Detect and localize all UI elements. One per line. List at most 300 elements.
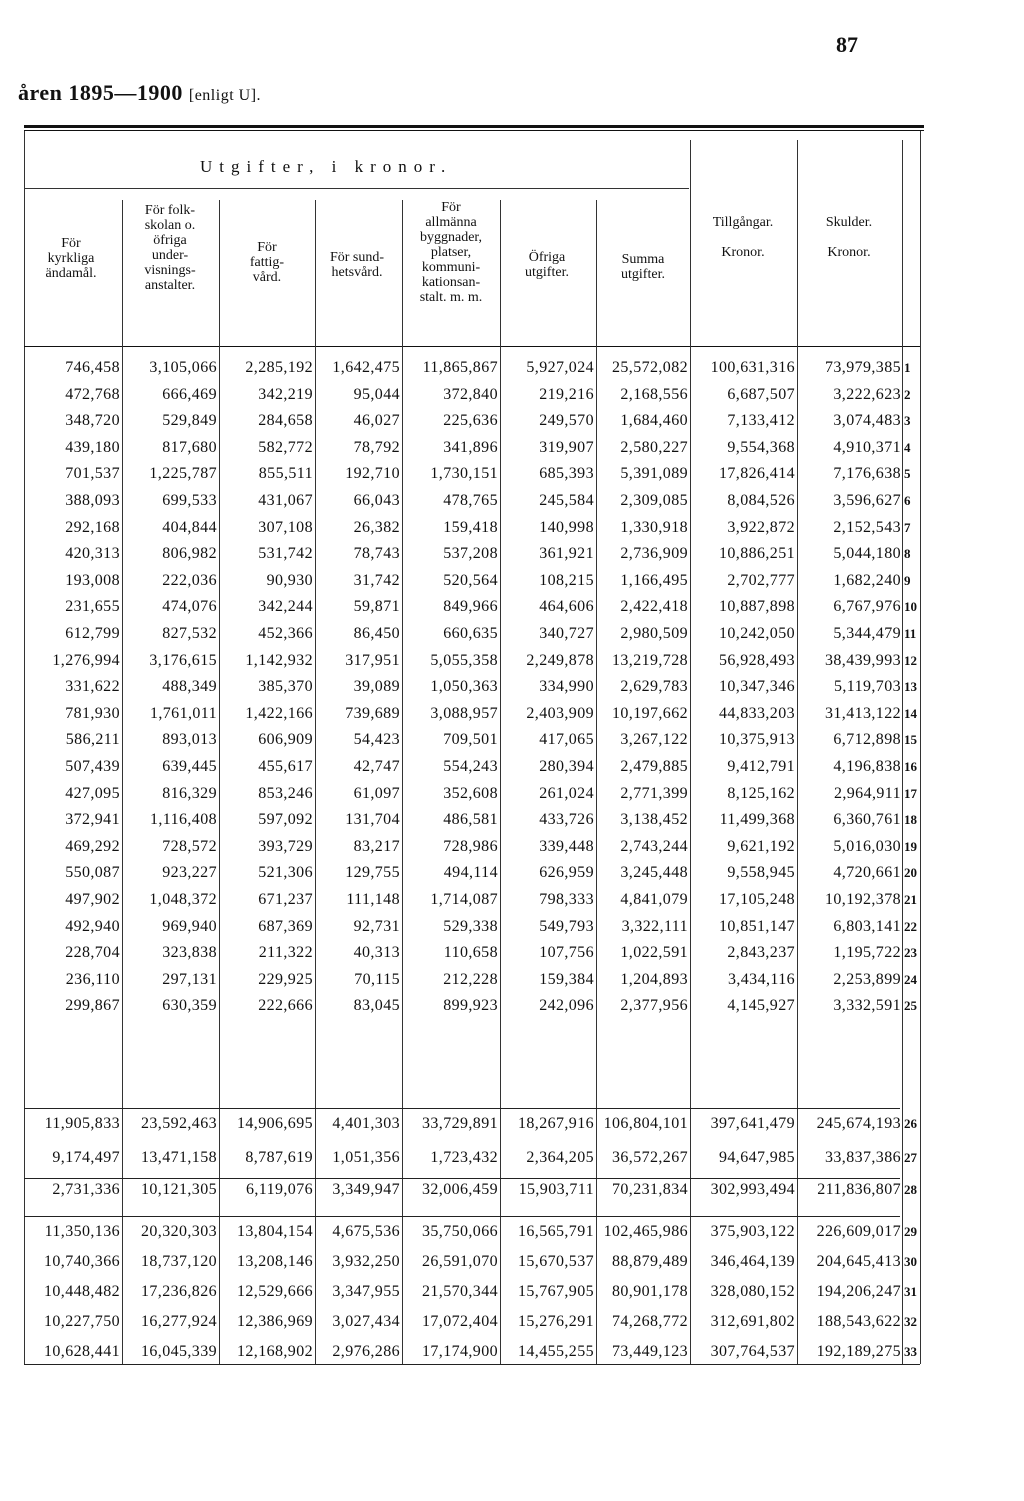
table-row xyxy=(24,435,934,461)
cell-kyrkliga: 472,768 xyxy=(65,385,120,403)
cell-summa-utgifter: 2,309,085 xyxy=(620,492,688,509)
column-header-line: kyrkliga xyxy=(47,251,95,266)
cell-tillgangar: 10,347,346 xyxy=(719,678,795,696)
cell-tillgangar: 4,145,927 xyxy=(727,997,795,1015)
cell-skulder: 192,189,275 xyxy=(816,1343,901,1360)
cell-skulder: 6,767,976 xyxy=(833,598,901,616)
column-header-line: Summa xyxy=(621,252,665,267)
cell-skulder: 33,837,386 xyxy=(825,1149,901,1166)
cell-allmanna-byggnader: 709,501 xyxy=(443,731,498,749)
row-number: 23 xyxy=(904,945,917,961)
cell-allmanna-byggnader: 1,050,363 xyxy=(430,678,498,696)
cell-skulder: 3,222,623 xyxy=(833,385,901,403)
cell-skulder: 6,712,898 xyxy=(833,731,901,749)
column-header-sundhetsvard xyxy=(307,250,407,280)
cell-tillgangar: 10,375,913 xyxy=(719,731,795,749)
column-header-folkskolan xyxy=(120,203,220,293)
row-number: 11 xyxy=(904,626,917,641)
column-header-line: Kronor. xyxy=(827,245,871,260)
cell-tillgangar: 8,125,162 xyxy=(727,784,795,802)
cell-allmanna-byggnader: 26,591,070 xyxy=(422,1253,498,1270)
cell-tillgangar: 44,833,203 xyxy=(719,704,795,722)
column-header-line: Tillgångar. xyxy=(712,215,774,230)
cell-folkskolan: 529,849 xyxy=(162,412,217,430)
cell-summa-utgifter: 2,580,227 xyxy=(620,438,688,456)
totals-row xyxy=(24,1309,934,1335)
row-number: 16 xyxy=(904,759,917,774)
cell-ofriga-utgifter: 798,333 xyxy=(539,891,594,908)
column-header-line: vård. xyxy=(252,270,282,285)
section-rule xyxy=(24,1178,900,1179)
cell-summa-utgifter: 3,322,111 xyxy=(621,917,688,935)
cell-sundhetsvard: 40,313 xyxy=(353,944,400,962)
column-header-ofriga-utgifter xyxy=(497,250,597,280)
column-header-line: utgifter. xyxy=(525,265,569,280)
row-number: 14 xyxy=(904,705,917,721)
cell-skulder: 7,176,638 xyxy=(833,465,901,483)
cell-skulder: 38,439,993 xyxy=(825,651,901,669)
cell-fattigvard: 6,119,076 xyxy=(245,1181,313,1198)
cell-skulder: 1,682,240 xyxy=(833,571,901,589)
header-bottom-rule xyxy=(24,346,920,347)
table-row xyxy=(24,834,934,860)
cell-ofriga-utgifter: 16,565,791 xyxy=(518,1223,594,1240)
cell-ofriga-utgifter: 249,570 xyxy=(539,412,594,430)
cell-folkskolan: 488,349 xyxy=(162,678,217,696)
cell-kyrkliga: 292,168 xyxy=(65,518,120,536)
table-row xyxy=(24,594,934,620)
cell-sundhetsvard: 4,401,303 xyxy=(332,1115,400,1132)
cell-summa-utgifter: 2,377,956 xyxy=(620,997,688,1015)
cell-tillgangar: 17,105,248 xyxy=(719,891,795,908)
totals-row xyxy=(24,1145,934,1171)
cell-skulder: 188,543,622 xyxy=(816,1313,901,1330)
cell-kyrkliga: 746,458 xyxy=(65,359,120,376)
cell-summa-utgifter: 2,168,556 xyxy=(620,385,688,403)
expenditure-group-title: Utgifter, i kronor. xyxy=(200,157,453,176)
cell-kyrkliga: 492,940 xyxy=(65,917,120,935)
cell-folkskolan: 827,532 xyxy=(162,625,217,642)
cell-ofriga-utgifter: 685,393 xyxy=(539,465,594,483)
row-number: 19 xyxy=(904,838,917,854)
cell-tillgangar: 397,641,479 xyxy=(710,1115,795,1132)
totals-row xyxy=(24,1219,934,1245)
cell-ofriga-utgifter: 15,670,537 xyxy=(518,1253,594,1270)
totals-row xyxy=(24,1177,934,1203)
cell-summa-utgifter: 36,572,267 xyxy=(612,1149,688,1166)
cell-fattigvard: 452,366 xyxy=(258,625,313,642)
column-header-line: anstalter. xyxy=(144,278,196,293)
column-header-line: kationsan- xyxy=(421,275,481,290)
cell-kyrkliga: 586,211 xyxy=(65,731,120,749)
cell-summa-utgifter: 5,391,089 xyxy=(620,465,688,483)
cell-sundhetsvard: 3,932,250 xyxy=(332,1253,400,1270)
cell-kyrkliga: 348,720 xyxy=(65,412,120,430)
cell-fattigvard: 582,772 xyxy=(258,438,313,456)
cell-folkskolan: 630,359 xyxy=(162,997,217,1015)
totals-row xyxy=(24,1249,934,1275)
cell-tillgangar: 7,133,412 xyxy=(727,412,795,430)
row-number: 13 xyxy=(904,679,917,695)
cell-folkskolan: 3,105,066 xyxy=(149,359,217,376)
cell-sundhetsvard: 739,689 xyxy=(345,704,400,722)
column-header-line: kommuni- xyxy=(421,260,481,275)
cell-summa-utgifter: 3,138,452 xyxy=(620,811,688,829)
table-row xyxy=(24,967,934,993)
row-number: 18 xyxy=(904,812,917,828)
column-header-line: För xyxy=(61,236,81,251)
table-row xyxy=(24,887,934,913)
table-bottom-rule xyxy=(24,1364,920,1365)
table-row xyxy=(24,382,934,408)
table-row xyxy=(24,993,934,1019)
cell-skulder: 204,645,413 xyxy=(816,1253,901,1270)
cell-skulder: 31,413,122 xyxy=(825,704,901,722)
cell-kyrkliga: 439,180 xyxy=(65,438,120,456)
cell-kyrkliga: 10,628,441 xyxy=(44,1343,120,1360)
cell-folkskolan: 806,982 xyxy=(162,545,217,563)
row-number: 27 xyxy=(904,1150,917,1165)
cell-fattigvard: 342,219 xyxy=(258,385,313,403)
cell-skulder: 5,344,479 xyxy=(833,625,901,642)
cell-allmanna-byggnader: 33,729,891 xyxy=(422,1115,498,1132)
row-number: 31 xyxy=(904,1284,917,1299)
table-row xyxy=(24,621,934,647)
cell-fattigvard: 13,804,154 xyxy=(237,1223,313,1240)
cell-allmanna-byggnader: 849,966 xyxy=(443,598,498,616)
cell-allmanna-byggnader: 1,723,432 xyxy=(430,1149,498,1166)
cell-fattigvard: 455,617 xyxy=(258,758,313,775)
cell-ofriga-utgifter: 2,403,909 xyxy=(526,704,594,722)
cell-ofriga-utgifter: 549,793 xyxy=(539,917,594,935)
row-number: 26 xyxy=(904,1116,917,1131)
cell-folkskolan: 1,761,011 xyxy=(149,704,217,722)
cell-skulder: 6,803,141 xyxy=(833,917,901,935)
cell-kyrkliga: 701,537 xyxy=(65,465,120,483)
column-header-fattigvard xyxy=(217,240,317,285)
cell-fattigvard: 211,322 xyxy=(258,944,313,962)
cell-allmanna-byggnader: 11,865,867 xyxy=(422,359,498,376)
column-header-line: visnings- xyxy=(144,263,196,278)
cell-folkskolan: 639,445 xyxy=(162,758,217,775)
totals-row xyxy=(24,1279,934,1305)
cell-ofriga-utgifter: 242,096 xyxy=(539,997,594,1015)
cell-skulder: 3,332,591 xyxy=(833,997,901,1015)
cell-allmanna-byggnader: 1,714,087 xyxy=(430,891,498,908)
cell-folkskolan: 474,076 xyxy=(162,598,217,616)
row-number: 12 xyxy=(904,652,917,668)
cell-tillgangar: 3,922,872 xyxy=(727,518,795,536)
cell-kyrkliga: 497,902 xyxy=(65,891,120,908)
cell-sundhetsvard: 317,951 xyxy=(345,651,400,669)
cell-summa-utgifter: 1,330,918 xyxy=(620,518,688,536)
cell-tillgangar: 94,647,985 xyxy=(719,1149,795,1166)
cell-allmanna-byggnader: 537,208 xyxy=(443,545,498,563)
cell-sundhetsvard: 59,871 xyxy=(353,598,400,616)
cell-folkskolan: 16,277,924 xyxy=(141,1313,217,1330)
cell-skulder: 5,016,030 xyxy=(833,837,901,855)
cell-allmanna-byggnader: 3,088,957 xyxy=(430,704,498,722)
row-number: 32 xyxy=(904,1314,917,1329)
cell-folkskolan: 1,225,787 xyxy=(149,465,217,483)
cell-kyrkliga: 550,087 xyxy=(65,864,120,882)
cell-summa-utgifter: 3,245,448 xyxy=(620,864,688,882)
cell-summa-utgifter: 2,479,885 xyxy=(620,758,688,775)
cell-tillgangar: 307,764,537 xyxy=(710,1343,795,1360)
cell-ofriga-utgifter: 107,756 xyxy=(539,944,594,962)
cell-skulder: 1,195,722 xyxy=(833,944,901,962)
cell-sundhetsvard: 83,217 xyxy=(353,837,400,855)
table-row xyxy=(24,914,934,940)
cell-ofriga-utgifter: 261,024 xyxy=(539,784,594,802)
column-header-line: För sund- xyxy=(329,250,385,265)
column-header-line: öfriga xyxy=(153,233,187,248)
cell-summa-utgifter: 70,231,834 xyxy=(612,1181,688,1198)
cell-allmanna-byggnader: 728,986 xyxy=(443,837,498,855)
cell-skulder: 2,253,899 xyxy=(833,970,901,988)
cell-summa-utgifter: 102,465,986 xyxy=(603,1223,688,1240)
table-row xyxy=(24,701,934,727)
cell-ofriga-utgifter: 15,767,905 xyxy=(518,1283,594,1300)
cell-skulder: 73,979,385 xyxy=(825,359,901,376)
cell-ofriga-utgifter: 340,727 xyxy=(539,625,594,642)
cell-tillgangar: 9,558,945 xyxy=(727,864,795,882)
table-row xyxy=(24,648,934,674)
cell-folkskolan: 969,940 xyxy=(162,917,217,935)
cell-summa-utgifter: 2,422,418 xyxy=(620,598,688,616)
cell-tillgangar: 100,631,316 xyxy=(710,359,795,376)
cell-tillgangar: 375,903,122 xyxy=(710,1223,795,1240)
cell-summa-utgifter: 2,743,244 xyxy=(620,837,688,855)
column-header-line: allmänna xyxy=(425,215,477,230)
heading-note: [enligt U]. xyxy=(188,87,262,104)
cell-fattigvard: 222,666 xyxy=(258,997,313,1015)
cell-fattigvard: 687,369 xyxy=(258,917,313,935)
cell-ofriga-utgifter: 15,276,291 xyxy=(518,1313,594,1330)
cell-tillgangar: 10,886,251 xyxy=(719,545,795,563)
row-number: 20 xyxy=(904,865,917,881)
cell-summa-utgifter: 1,684,460 xyxy=(620,412,688,430)
cell-tillgangar: 17,826,414 xyxy=(719,465,795,483)
table-row xyxy=(24,754,934,780)
cell-kyrkliga: 372,941 xyxy=(65,811,120,829)
cell-sundhetsvard: 46,027 xyxy=(353,412,400,430)
cell-fattigvard: 1,142,932 xyxy=(245,651,313,669)
section-rule xyxy=(24,1108,900,1109)
cell-sundhetsvard: 2,976,286 xyxy=(332,1343,400,1360)
cell-summa-utgifter: 1,204,893 xyxy=(620,970,688,988)
column-header-line: fattig- xyxy=(249,255,285,270)
cell-kyrkliga: 228,704 xyxy=(65,944,120,962)
cell-ofriga-utgifter: 2,364,205 xyxy=(526,1149,594,1166)
cell-folkskolan: 816,329 xyxy=(162,784,217,802)
cell-ofriga-utgifter: 280,394 xyxy=(539,758,594,775)
cell-tillgangar: 2,843,237 xyxy=(727,944,795,962)
row-number: 28 xyxy=(904,1182,917,1197)
cell-sundhetsvard: 3,347,955 xyxy=(332,1283,400,1300)
cell-allmanna-byggnader: 352,608 xyxy=(443,784,498,802)
cell-sundhetsvard: 4,675,536 xyxy=(332,1223,400,1240)
cell-kyrkliga: 10,740,366 xyxy=(44,1253,120,1270)
cell-ofriga-utgifter: 417,065 xyxy=(539,731,594,749)
cell-allmanna-byggnader: 159,418 xyxy=(443,518,498,536)
cell-sundhetsvard: 70,115 xyxy=(354,970,400,988)
section-rule xyxy=(24,1216,900,1217)
cell-sundhetsvard: 31,742 xyxy=(353,571,400,589)
cell-kyrkliga: 10,227,750 xyxy=(44,1313,120,1330)
row-number: 22 xyxy=(904,918,917,934)
cell-folkskolan: 817,680 xyxy=(162,438,217,456)
table-row xyxy=(24,807,934,833)
cell-skulder: 211,836,807 xyxy=(817,1181,901,1198)
cell-folkskolan: 404,844 xyxy=(162,518,217,536)
cell-ofriga-utgifter: 361,921 xyxy=(539,545,594,563)
cell-tillgangar: 8,084,526 xyxy=(727,492,795,509)
column-header-line: För xyxy=(441,200,461,215)
cell-sundhetsvard: 39,089 xyxy=(353,678,400,696)
row-number: 4 xyxy=(904,439,911,455)
cell-tillgangar: 328,080,152 xyxy=(710,1283,795,1300)
cell-summa-utgifter: 74,268,772 xyxy=(612,1313,688,1330)
cell-ofriga-utgifter: 5,927,024 xyxy=(526,359,594,376)
cell-folkskolan: 1,048,372 xyxy=(149,891,217,908)
cell-tillgangar: 346,464,139 xyxy=(710,1253,795,1270)
cell-folkskolan: 20,320,303 xyxy=(141,1223,217,1240)
table-row xyxy=(24,541,934,567)
cell-summa-utgifter: 13,219,728 xyxy=(612,651,688,669)
cell-ofriga-utgifter: 334,990 xyxy=(539,678,594,696)
page-heading xyxy=(18,80,261,106)
cell-fattigvard: 13,208,146 xyxy=(237,1253,313,1270)
cell-allmanna-byggnader: 486,581 xyxy=(443,811,498,829)
cell-fattigvard: 531,742 xyxy=(258,545,313,563)
cell-tillgangar: 3,434,116 xyxy=(727,970,795,988)
cell-tillgangar: 312,691,802 xyxy=(710,1313,795,1330)
cell-kyrkliga: 193,008 xyxy=(65,571,120,589)
cell-sundhetsvard: 78,792 xyxy=(353,438,400,456)
cell-summa-utgifter: 2,736,909 xyxy=(620,545,688,563)
cell-summa-utgifter: 4,841,079 xyxy=(620,891,688,908)
cell-folkskolan: 1,116,408 xyxy=(149,811,217,829)
cell-fattigvard: 597,092 xyxy=(258,811,313,829)
cell-fattigvard: 8,787,619 xyxy=(245,1149,313,1166)
cell-allmanna-byggnader: 660,635 xyxy=(443,625,498,642)
cell-tillgangar: 9,554,368 xyxy=(727,438,795,456)
cell-fattigvard: 12,168,902 xyxy=(237,1343,313,1360)
cell-tillgangar: 6,687,507 xyxy=(727,385,795,403)
cell-kyrkliga: 331,622 xyxy=(65,678,120,696)
cell-kyrkliga: 11,350,136 xyxy=(44,1223,120,1240)
cell-sundhetsvard: 61,097 xyxy=(353,784,400,802)
cell-allmanna-byggnader: 35,750,066 xyxy=(422,1223,498,1240)
table-row xyxy=(24,568,934,594)
cell-summa-utgifter: 2,771,399 xyxy=(620,784,688,802)
cell-ofriga-utgifter: 108,215 xyxy=(539,571,594,589)
cell-ofriga-utgifter: 219,216 xyxy=(539,385,594,403)
cell-summa-utgifter: 88,879,489 xyxy=(612,1253,688,1270)
cell-skulder: 4,196,838 xyxy=(833,758,901,775)
cell-kyrkliga: 2,731,336 xyxy=(52,1181,120,1198)
table-row xyxy=(24,727,934,753)
column-header-line: För folk- xyxy=(144,203,196,218)
cell-allmanna-byggnader: 520,564 xyxy=(443,571,498,589)
cell-folkskolan: 13,471,158 xyxy=(141,1149,217,1166)
cell-allmanna-byggnader: 110,658 xyxy=(443,944,498,962)
cell-folkskolan: 16,045,339 xyxy=(141,1343,217,1360)
cell-kyrkliga: 236,110 xyxy=(65,970,120,988)
column-header-line xyxy=(799,230,899,245)
cell-tillgangar: 10,851,147 xyxy=(719,917,795,935)
cell-summa-utgifter: 10,197,662 xyxy=(612,704,688,722)
cell-tillgangar: 11,499,368 xyxy=(719,811,795,829)
cell-sundhetsvard: 3,349,947 xyxy=(332,1181,400,1198)
cell-folkskolan: 10,121,305 xyxy=(141,1181,217,1198)
row-number: 5 xyxy=(904,466,911,482)
cell-ofriga-utgifter: 245,584 xyxy=(539,492,594,509)
group-underline xyxy=(24,188,689,189)
cell-kyrkliga: 9,174,497 xyxy=(52,1149,120,1166)
cell-fattigvard: 855,511 xyxy=(258,465,313,483)
cell-sundhetsvard: 26,382 xyxy=(353,518,400,536)
cell-summa-utgifter: 2,629,783 xyxy=(620,678,688,696)
cell-ofriga-utgifter: 319,907 xyxy=(539,438,594,456)
column-header-line: byggnader, xyxy=(419,230,483,245)
cell-fattigvard: 606,909 xyxy=(258,731,313,749)
row-number: 24 xyxy=(904,971,917,987)
cell-summa-utgifter: 106,804,101 xyxy=(603,1115,688,1132)
cell-tillgangar: 56,928,493 xyxy=(719,651,795,669)
cell-fattigvard: 90,930 xyxy=(266,571,313,589)
column-header-tillgangar xyxy=(693,215,793,260)
cell-summa-utgifter: 80,901,178 xyxy=(612,1283,688,1300)
cell-sundhetsvard: 192,710 xyxy=(345,465,400,483)
cell-kyrkliga: 507,439 xyxy=(65,758,120,775)
cell-folkskolan: 222,036 xyxy=(162,571,217,589)
cell-allmanna-byggnader: 1,730,151 xyxy=(430,465,498,483)
cell-tillgangar: 2,702,777 xyxy=(727,571,795,589)
cell-folkskolan: 17,236,826 xyxy=(141,1283,217,1300)
cell-folkskolan: 923,227 xyxy=(162,864,217,882)
cell-summa-utgifter: 1,022,591 xyxy=(620,944,688,962)
cell-folkskolan: 699,533 xyxy=(162,492,217,509)
cell-tillgangar: 9,621,192 xyxy=(727,837,795,855)
page-number: 87 xyxy=(836,32,858,57)
cell-fattigvard: 1,422,166 xyxy=(245,704,313,722)
top-rule-thick xyxy=(24,125,924,128)
cell-fattigvard: 393,729 xyxy=(258,837,313,855)
cell-fattigvard: 307,108 xyxy=(258,518,313,536)
row-number: 29 xyxy=(904,1224,917,1239)
cell-ofriga-utgifter: 14,455,255 xyxy=(518,1343,594,1360)
row-number: 15 xyxy=(904,732,917,748)
cell-skulder: 3,596,627 xyxy=(833,492,901,509)
cell-skulder: 4,910,371 xyxy=(833,438,901,456)
heading-years: åren 1895—1900 xyxy=(18,80,183,105)
cell-folkskolan: 23,592,463 xyxy=(141,1115,217,1132)
cell-sundhetsvard: 78,743 xyxy=(353,545,400,563)
column-header-skulder xyxy=(799,215,899,260)
cell-folkskolan: 323,838 xyxy=(162,944,217,962)
row-number: 33 xyxy=(904,1344,917,1359)
column-header-line: Kronor. xyxy=(721,245,765,260)
cell-folkskolan: 18,737,120 xyxy=(141,1253,217,1270)
table-row xyxy=(24,940,934,966)
cell-skulder: 6,360,761 xyxy=(833,811,901,829)
column-header-line: skolan o. xyxy=(144,218,196,233)
cell-sundhetsvard: 111,148 xyxy=(346,891,400,908)
cell-skulder: 3,074,483 xyxy=(833,412,901,430)
row-number: 2 xyxy=(904,386,911,402)
